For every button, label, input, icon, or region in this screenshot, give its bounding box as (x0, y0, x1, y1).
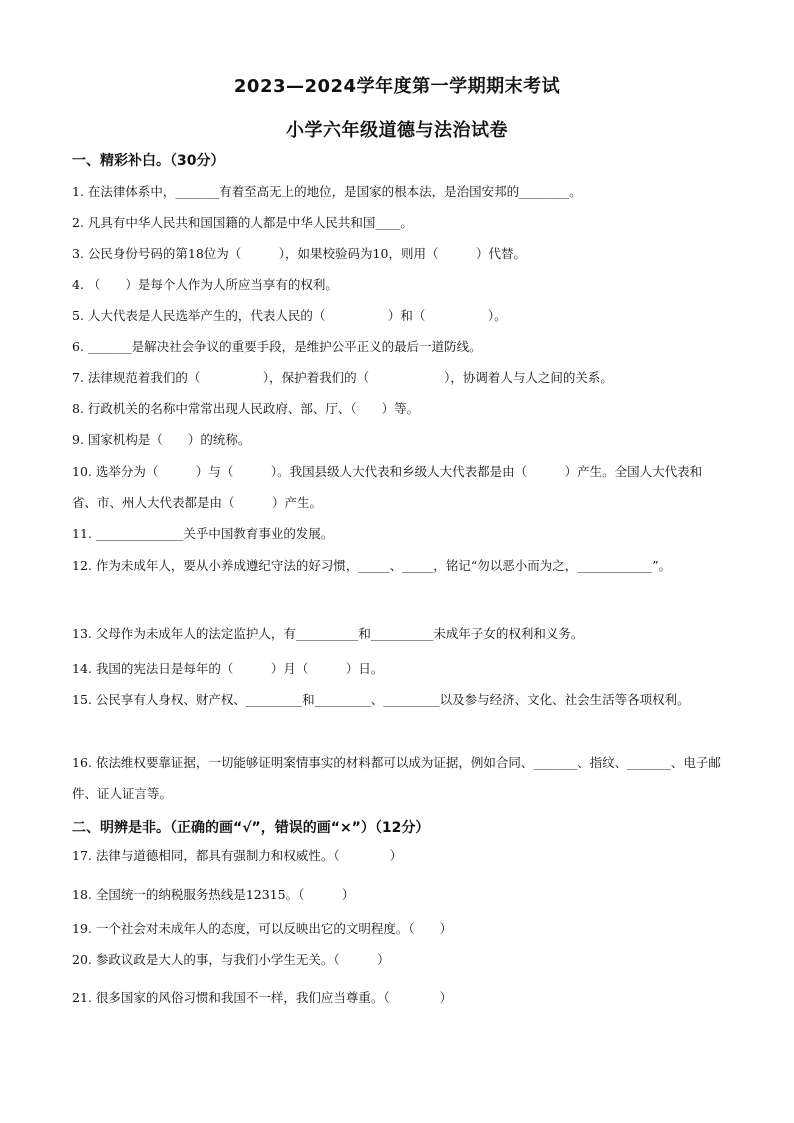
question-12: 12. 作为未成年人，要从小养成遵纪守法的好习惯，_____、_____，铭记“勿以恶小而为之，____________”。 (72, 558, 672, 573)
question-16: 16. 依法维权要靠证据，一切能够证明案情事实的材料都可以成为证据，例如合同、_______、指纹、_______、电子邮件、证人证言等。 (72, 755, 721, 801)
question-18: 18. 全国统一的纳税服务热线是12315。（ ） (72, 887, 355, 902)
exam-title: 2023—2024学年度第一学期期末考试 (233, 76, 561, 97)
question-4: 4. （ ）是每个人作为人所应当享有的权利。 (72, 277, 338, 292)
section-heading-fill-in: 一、精彩补白。（30分） (72, 153, 225, 169)
question-17: 17. 法律与道德相同，都具有强制力和权威性。（ ） (72, 848, 403, 863)
question-2: 2. 凡具有中华人民共和国国籍的人都是中华人民共和国____。 (72, 215, 413, 230)
question-21: 21. 很多国家的风俗习惯和我国不一样，我们应当尊重。（ ） (72, 990, 453, 1005)
question-10: 10. 选举分为（ ）与（ ）。我国县级人大代表和乡级人大代表都是由（ ）产生。全国人大代表和省、市、州人大代表都是由（ ）产生。 (72, 464, 703, 510)
question-1: 1. 在法律体系中，_______有着至高无上的地位，是国家的根本法，是治国安邦的________。 (72, 184, 582, 199)
question-19: 19. 一个社会对未成年人的态度，可以反映出它的文明程度。（ ） (72, 921, 453, 936)
question-3: 3. 公民身份号码的第18位为（ ），如果校验码为10，则用（ ）代替。 (72, 246, 526, 261)
question-20: 20. 参政议政是大人的事，与我们小学生无关。（ ） (72, 952, 390, 967)
question-9: 9. 国家机构是（ ）的统称。 (72, 432, 251, 447)
question-7: 7. 法律规范着我们的（ ），保护着我们的（ ），协调着人与人之间的关系。 (72, 370, 613, 385)
exam-subtitle: 小学六年级道德与法治试卷 (286, 120, 508, 141)
question-6: 6. _______是解决社会争议的重要手段，是维护公平正义的最后一道防线。 (72, 339, 482, 354)
question-11: 11. ______________关乎中国教育事业的发展。 (72, 526, 334, 541)
question-15: 15. 公民享有人身权、财产权、_________和_________、_________以及参与经济、文化、社会生活等各项权利。 (72, 692, 690, 707)
question-5: 5. 人大代表是人民选举产生的，代表人民的（ ）和（ ）。 (72, 308, 507, 323)
question-13: 13. 父母作为未成年人的法定监护人，有__________和__________未成年子女的权利和义务。 (72, 626, 584, 641)
question-14: 14. 我国的宪法日是每年的（ ）月（ ）日。 (72, 661, 384, 676)
section-heading-true-false: 二、明辨是非。（正确的画“√”，错误的画“×”）（12分） (72, 820, 430, 836)
question-8: 8. 行政机关的名称中常常出现人民政府、部、厅、（ ）等。 (72, 401, 420, 416)
